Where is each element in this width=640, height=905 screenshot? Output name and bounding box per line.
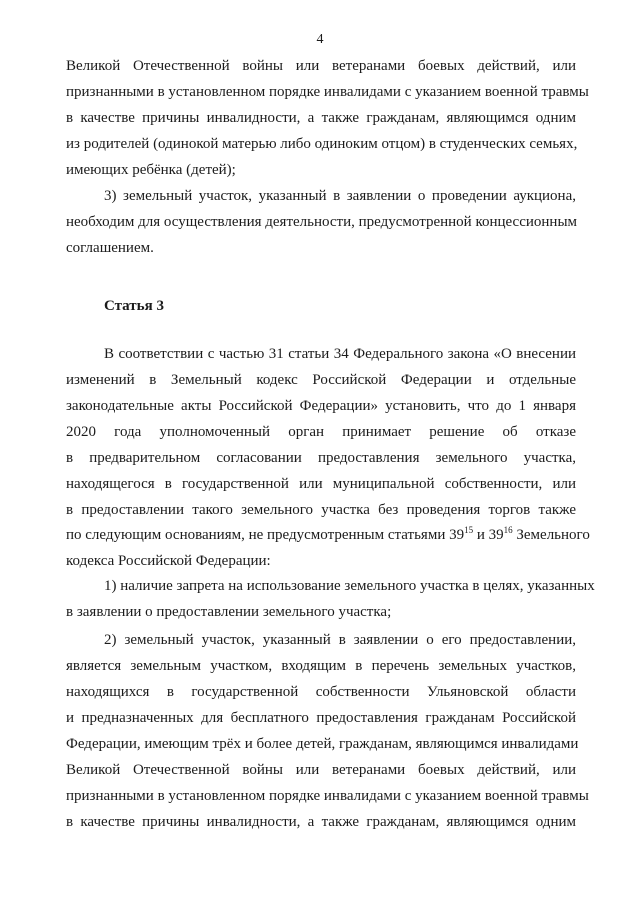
article-paragraph-line: кодекса Российской Федерации: [66,553,271,569]
continuation-line: имеющих ребёнка (детей); [66,162,236,178]
ground-2-line: Великой Отечественной войны или ветеранами боевых действий, или [66,762,576,778]
page-number: 4 [316,32,324,47]
article-paragraph-line: в предоставлении такого земельного участка без проведения торгов также [66,502,576,518]
ground-2-line: Федерации, имеющим трёх и более детей, гражданам, являющимся инвалидами [66,736,579,752]
ground-2-line: 2) земельный участок, указанный в заявлении о его предоставлении, [104,632,576,648]
continuation-line: признанными в установленном порядке инвалидами с указанием военной травмы [66,84,589,100]
continuation-line: в качестве причины инвалидности, а также гражданам, являющимся одним [66,110,576,126]
article-paragraph-line: находящегося в государственной или муниципальной собственности, или [66,476,576,492]
article-paragraph-line: 2020 года уполномоченный орган принимает решение об отказе [66,424,576,440]
line-text: и 39 [473,527,504,543]
article-heading: Статья 3 [104,298,164,314]
ground-1-line: в заявлении о предоставлении земельного участка; [66,604,392,620]
item-3-line: 3) земельный участок, указанный в заявлении о проведении аукциона, [104,188,576,204]
article-paragraph-line: в предварительном согласовании предоставления земельного участка, [66,450,576,466]
continuation-line: из родителей (одинокой матерью либо одиноким отцом) в студенческих семьях, [66,136,578,152]
article-paragraph-line: изменений в Земельный кодекс Российской Федерации и отдельные [66,372,576,388]
ground-2-line: и предназначенных для бесплатного предоставления гражданам Российской [66,710,576,726]
item-3-line: необходим для осуществления деятельности, предусмотренной концессионным [66,214,578,230]
continuation-line: Великой Отечественной войны или ветеранами боевых действий, или [66,58,576,74]
ground-2-line: признанными в установленном порядке инвалидами с указанием военной травмы [66,788,589,804]
ground-2-line: в качестве причины инвалидности, а также гражданам, являющимся одним [66,814,576,830]
article-paragraph-line: В соответствии с частью 31 статьи 34 Федерального закона «О внесении [104,346,576,362]
item-3-line: соглашением. [66,240,154,256]
article-paragraph-line: законодательные акты Российской Федерации» установить, что до 1 января [66,398,576,414]
superscript: 15 [464,525,474,535]
article-paragraph-line [66,525,590,545]
superscript: 16 [503,525,513,535]
line-text: Земельного [512,527,590,543]
ground-1-line: 1) наличие запрета на использование земельного участка в целях, указанных [104,578,595,594]
ground-2-line: является земельным участком, входящим в перечень земельных участков, [66,658,576,674]
line-text: по следующим основаниям, не предусмотренным статьями 39 [66,527,465,543]
ground-2-line: находящихся в государственной собственности Ульяновской области [66,684,576,700]
